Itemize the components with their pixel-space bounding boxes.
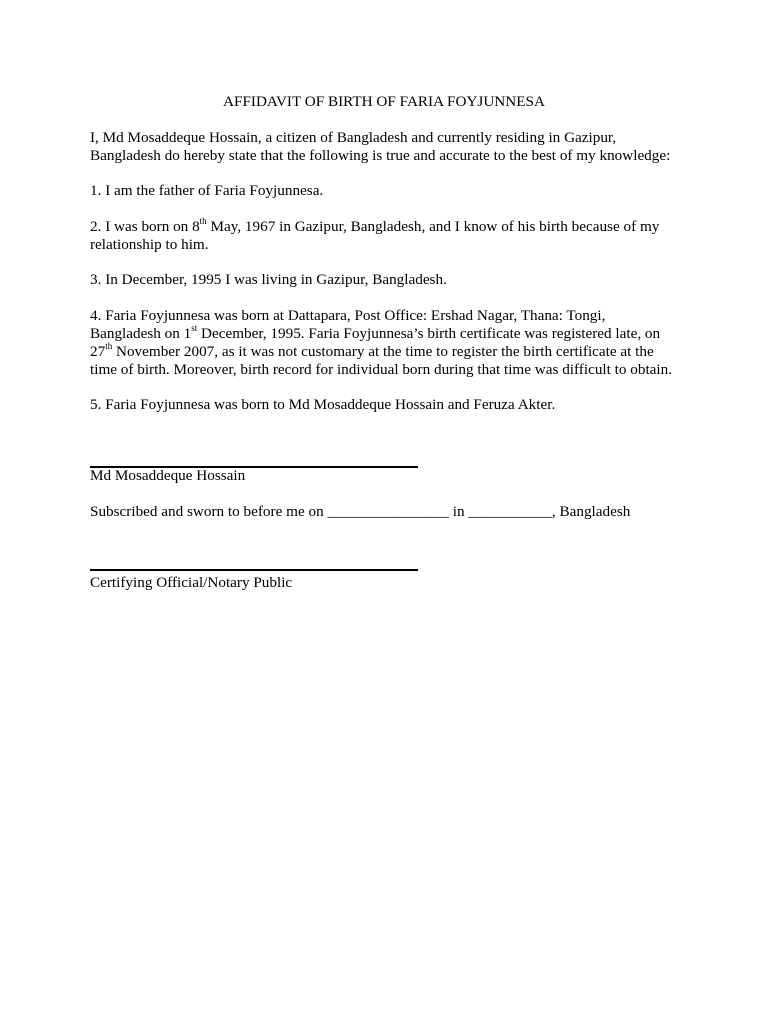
sworn-statement bbox=[90, 503, 690, 521]
statement-item-2 bbox=[90, 215, 690, 254]
statement-item-4-line-3-b: November 2007, as it was not customary at the time to register the birth certificate at the bbox=[112, 343, 654, 360]
ordinal-suffix: th bbox=[105, 340, 113, 351]
sworn-statement-text: Subscribed and sworn to before me on ________________ in ___________, Bangladesh bbox=[90, 503, 631, 520]
statement-item-4-line-2-a: Bangladesh on 1 bbox=[90, 325, 192, 342]
statement-item-4-line-3 bbox=[90, 340, 690, 361]
statement-item-1 bbox=[90, 182, 690, 200]
statement-item-4 bbox=[90, 307, 690, 379]
statement-item-4-line-2-b: December, 1995. Faria Foyjunnesa’s birth certificate was registered late, on bbox=[197, 325, 661, 342]
intro-paragraph bbox=[90, 129, 690, 165]
statement-item-3 bbox=[90, 271, 690, 289]
statement-item-4-line-1: 4. Faria Foyjunnesa was born at Dattapara, Post Office: Ershad Nagar, Thana: Tongi, bbox=[90, 307, 606, 324]
statement-item-2-line-1 bbox=[90, 215, 690, 236]
statement-item-4-line-4: time of birth. Moreover, birth record for individual born during that time was difficult to obtain. bbox=[90, 361, 673, 378]
notary-signature-line bbox=[90, 569, 418, 571]
statement-item-5 bbox=[90, 396, 690, 414]
statement-item-4-line-2 bbox=[90, 322, 690, 343]
signer-name: Md Mosaddeque Hossain bbox=[90, 467, 246, 484]
statement-item-3-text: 3. In December, 1995 I was living in Gazipur, Bangladesh. bbox=[90, 271, 447, 288]
statement-item-4-line-3-a: 27 bbox=[90, 343, 106, 360]
document-title: AFFIDAVIT OF BIRTH OF FARIA FOYJUNNESA bbox=[223, 93, 545, 110]
intro-line-2: Bangladesh do hereby state that the following is true and accurate to the best of my knowledge: bbox=[90, 147, 671, 164]
notary-label: Certifying Official/Notary Public bbox=[90, 574, 293, 591]
statement-item-2-text-b: May, 1967 in Gazipur, Bangladesh, and I know of his birth because of my bbox=[206, 218, 660, 235]
statement-item-1-text: 1. I am the father of Faria Foyjunnesa. bbox=[90, 182, 324, 199]
intro-line-1: I, Md Mosaddeque Hossain, a citizen of Bangladesh and currently residing in Gazipur, bbox=[90, 129, 617, 146]
ordinal-suffix: st bbox=[191, 322, 198, 333]
statement-item-5-text: 5. Faria Foyjunnesa was born to Md Mosaddeque Hossain and Feruza Akter. bbox=[90, 396, 556, 413]
signer-block bbox=[90, 467, 690, 485]
notary-block bbox=[90, 574, 690, 592]
ordinal-suffix: th bbox=[199, 215, 207, 226]
statement-item-2-text-a: 2. I was born on 8 bbox=[90, 218, 200, 235]
statement-item-2-line-2: relationship to him. bbox=[90, 236, 209, 253]
